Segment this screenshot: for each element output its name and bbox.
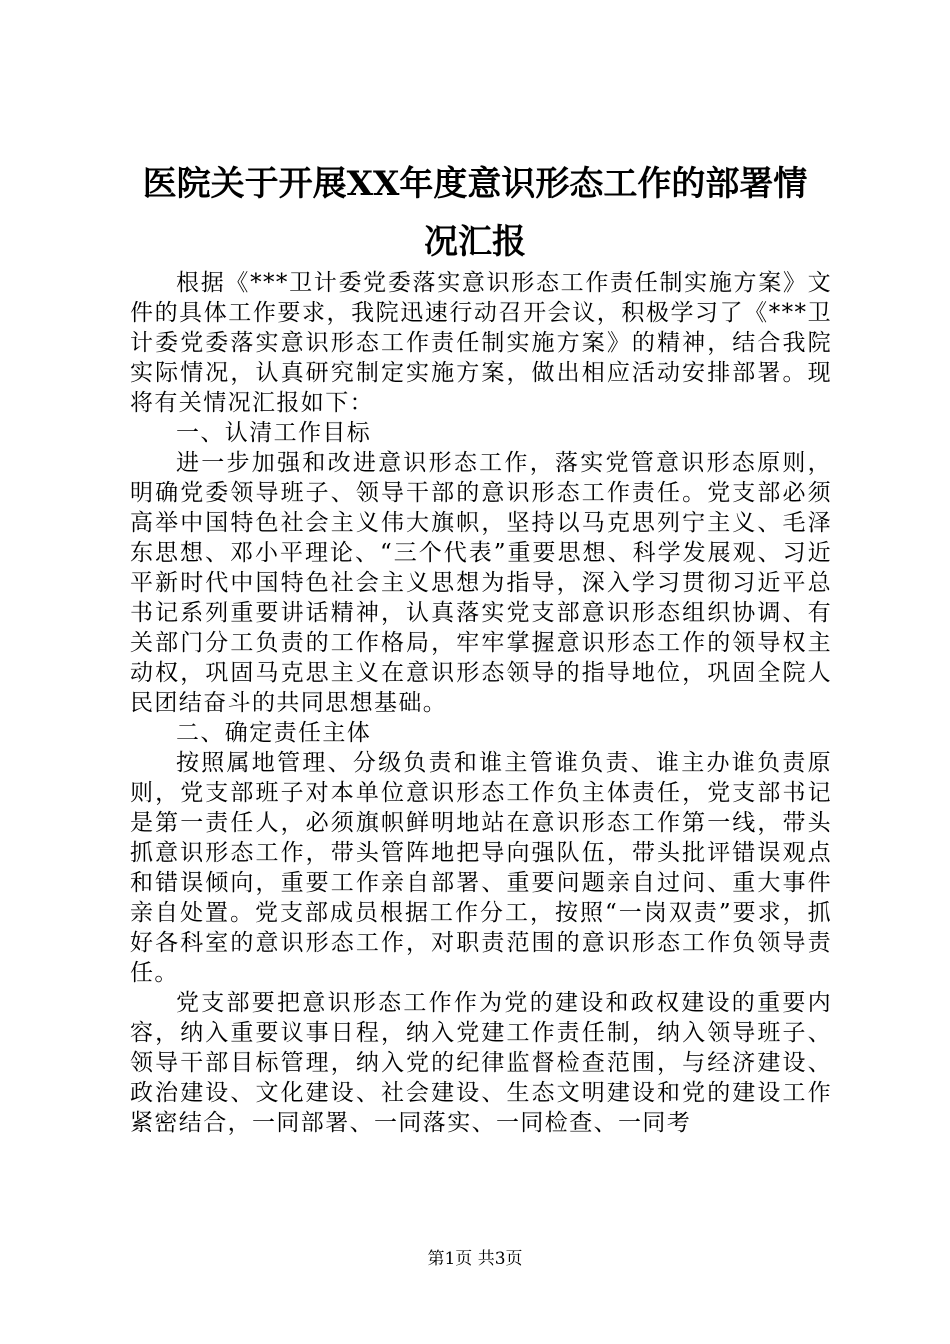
intro-paragraph: 根据《***卫计委党委落实意识形态工作责任制实施方案》文件的具体工作要求，我院迅速行动召开会议，积极学习了《***卫计委党委落实意识形态工作责任制实施方案》的精神，结合我院实际情况，认真研究制定实施方案，做出相应活动安排部署。现将有关情况汇报如下： — [130, 270, 832, 416]
page-number-footer: 第1页 共3页 — [427, 1249, 523, 1269]
document-title-line-2: 况汇报 — [424, 222, 526, 262]
document-body — [130, 268, 832, 1138]
section-heading-2: 二、确定责任主体 — [176, 720, 372, 746]
section-heading-1: 一、认清工作目标 — [176, 420, 372, 446]
document-title-line-1: 医院关于开展XX年度意识形态工作的部署情 — [142, 164, 808, 204]
section-2-paragraph-a: 按照属地管理、分级负责和谁主管谁负责、谁主办谁负责原则，党支部班子对本单位意识形态工作负主体责任，党支部书记是第一责任人，必须旗帜鲜明地站在意识形态工作第一线，带头抓意识形态工作，带头管阵地把导向强队伍，带头批评错误观点和错误倾向，重要工作亲自部署、重要问题亲自过问、重大事件亲自处置。党支部成员根据工作分工，按照“一岗双责”要求，抓好各科室的意识形态工作，对职责范围的意识形态工作负领导责任。 — [130, 750, 832, 986]
section-2-paragraph-b: 党支部要把意识形态工作作为党的建设和政权建设的重要内容，纳入重要议事日程，纳入党建工作责任制，纳入领导班子、领导干部目标管理，纳入党的纪律监督检查范围，与经济建设、政治建设、文化建设、社会建设、生态文明建设和党的建设工作紧密结合，一同部署、一同落实、一同检查、一同考 — [130, 990, 832, 1136]
section-1-paragraph: 进一步加强和改进意识形态工作，落实党管意识形态原则，明确党委领导班子、领导干部的意识形态工作责任。党支部必须高举中国特色社会主义伟大旗帜，坚持以马克思列宁主义、毛泽东思想、邓小平理论、“三个代表”重要思想、科学发展观、习近平新时代中国特色社会主义思想为指导，深入学习贯彻习近平总书记系列重要讲话精神，认真落实党支部意识形态组织协调、有关部门分工负责的工作格局，牢牢掌握意识形态工作的领导权主动权，巩固马克思主义在意识形态领导的指导地位，巩固全院人民团结奋斗的共同思想基础。 — [130, 450, 832, 716]
